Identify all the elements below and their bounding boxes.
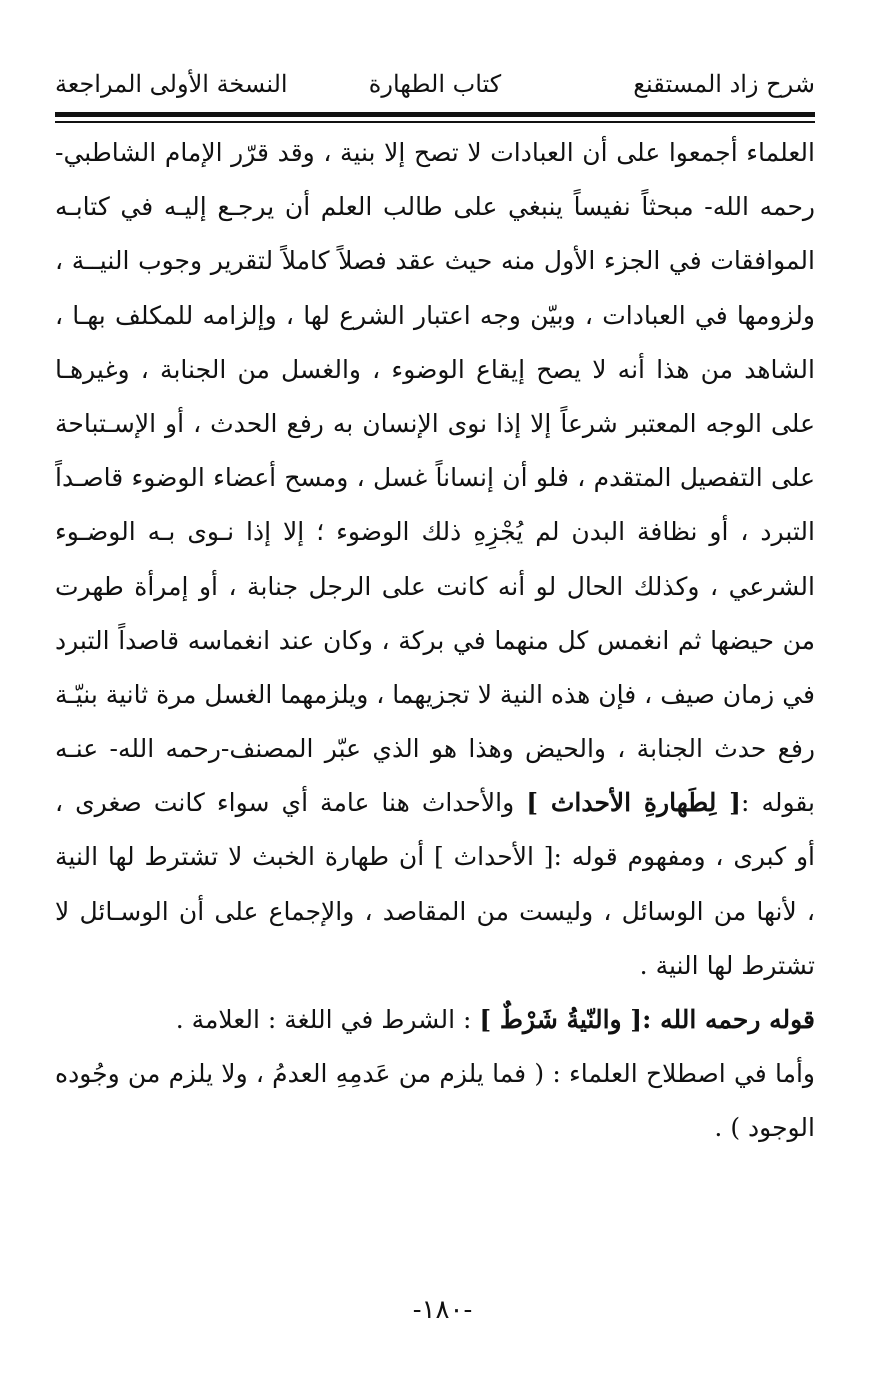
- text-line: ولزومها في العبادات ، وبيّن وجه اعتبار الشرع لها ، وإلزامه للمكلف بهـا ،: [55, 300, 815, 330]
- header-edition: النسخة الأولى المراجعة: [55, 70, 288, 98]
- text-line: رحمه الله- مبحثاً نفيساً ينبغي على طالب العلم أن يرجـع إليـه في كتابـه: [55, 192, 815, 222]
- text-line: ، لأنها من الوسائل ، وليست من المقاصد ، والإجماع على أن الوسـائل لا: [55, 896, 815, 926]
- text-line: أو كبرى ، ومفهوم قوله :[ الأحداث ] أن طهارة الخبث لا تشترط لها النية: [55, 842, 815, 872]
- page-number: -١٨٠-: [412, 1295, 473, 1325]
- header-book-title: شرح زاد المستقنع: [633, 70, 815, 98]
- text-line: وأما في اصطلاح العلماء : ( فما يلزم من عَدمِهِ العدمُ ، ولا يلزم من وجُوده: [55, 1059, 815, 1089]
- line-suffix: والأحداث هنا عامة أي سواء كانت صغرى ،: [55, 788, 527, 818]
- header-rule-thin: [55, 121, 815, 123]
- header-chapter: كتاب الطهارة: [368, 70, 502, 98]
- line-prefix: بقوله :: [741, 788, 815, 818]
- line-suffix: : الشرط في اللغة : العلامة .: [175, 1005, 480, 1034]
- text-line: العلماء أجمعوا على أن العبادات لا تصح إلا بنية ، وقد قرّر الإمام الشاطبي-: [55, 138, 815, 167]
- running-header: [55, 64, 815, 112]
- quoted-matn: [ والنّيةُ شَرْطٌ ]: [479, 1005, 643, 1034]
- text-line: رفع حدث الجنابة ، والحيض وهذا هو الذي عبّر المصنف-رحمه الله- عنـه: [55, 734, 815, 764]
- text-line: تشترط لها النية .: [639, 950, 815, 980]
- text-line-with-quote: [55, 776, 815, 830]
- text-line-with-quote: [55, 993, 815, 1047]
- quoted-matn: [ لِطَهارةِ الأحداث ]: [526, 788, 741, 818]
- text-line: الشرعي ، وكذلك الحال لو أنه كانت على الرجل جنابة ، أو إمرأة طهرت: [55, 571, 815, 601]
- header-rule-thick: [55, 112, 815, 117]
- text-line: في زمان صيف ، فإن هذه النية لا تجزيهما ، ويلزمهما الغسل مرة ثانية بنيّـة: [55, 679, 815, 709]
- text-line: الوجود ) .: [714, 1113, 815, 1143]
- body-text: [55, 126, 815, 1156]
- text-line: من حيضها ثم انغمس كل منهما في بركة ، وكان عند انغماسه قاصداً التبرد: [55, 625, 815, 655]
- text-line: على التفصيل المتقدم ، فلو أن إنساناً غسل ، ومسح أعضاء الوضوء قاصـداً: [55, 463, 815, 493]
- commentary-lead: قوله رحمه الله :: [642, 1005, 815, 1034]
- text-line: الشاهد من هذا أنه لا يصح إيقاع الوضوء ، والغسل من الجنابة ، وغيرهـا: [55, 354, 815, 384]
- text-line: التبرد ، أو نظافة البدن لم يُجْزِهِ ذلك الوضوء ؛ إلا إذا نـوى بـه الوضـوء: [55, 517, 815, 547]
- text-line: على الوجه المعتبر شرعاً إلا إذا نوى الإنسان به رفع الحدث ، أو الإسـتباحة: [55, 408, 815, 438]
- text-line: الموافقات في الجزء الأول منه حيث عقد فصلاً كاملاً لتقرير وجوب النيــة ،: [55, 246, 815, 276]
